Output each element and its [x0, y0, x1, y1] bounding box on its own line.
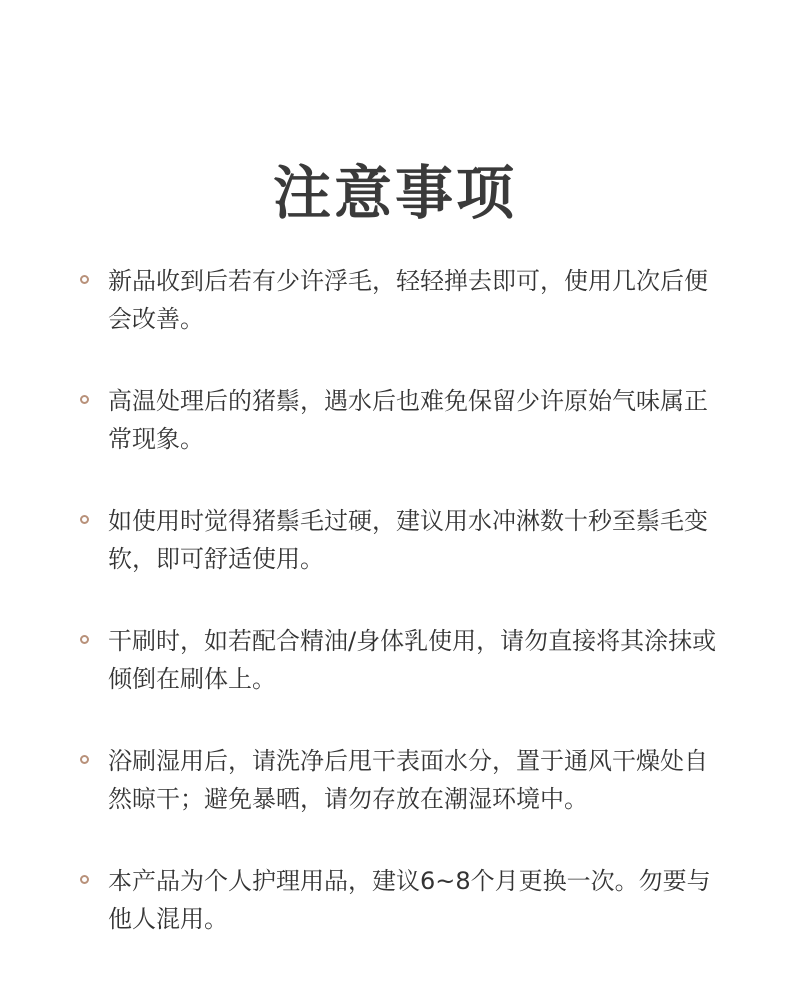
- note-item: [80, 502, 720, 578]
- note-text: 高温处理后的猪鬃，遇水后也难免保留少许原始气味属正常现象。: [108, 387, 708, 453]
- note-text: 如使用时觉得猪鬃毛过硬，建议用水冲淋数十秒至鬃毛变软，即可舒适使用。: [108, 507, 708, 573]
- note-text: 本产品为个人护理用品，建议6~8个月更换一次。勿要与他人混用。: [108, 867, 711, 933]
- note-item: [80, 622, 720, 698]
- note-item: [80, 382, 720, 458]
- circle-bullet-icon: [80, 875, 89, 884]
- note-text: 干刷时，如若配合精油/身体乳使用，请勿直接将其涂抹或倾倒在刷体上。: [108, 627, 717, 693]
- circle-bullet-icon: [80, 395, 89, 404]
- circle-bullet-icon: [80, 635, 89, 644]
- note-text: 浴刷湿用后，请洗净后甩干表面水分，置于通风干燥处自然晾干；避免暴晒，请勿存放在潮湿环境中。: [108, 747, 708, 813]
- note-text: 新品收到后若有少许浮毛，轻轻掸去即可，使用几次后便会改善。: [108, 267, 708, 333]
- notes-list: [80, 262, 720, 982]
- circle-bullet-icon: [80, 515, 89, 524]
- circle-bullet-icon: [80, 755, 89, 764]
- note-item: [80, 742, 720, 818]
- page-title: 注意事项: [272, 158, 517, 227]
- note-item: [80, 862, 720, 938]
- circle-bullet-icon: [80, 275, 89, 284]
- note-item: [80, 262, 720, 338]
